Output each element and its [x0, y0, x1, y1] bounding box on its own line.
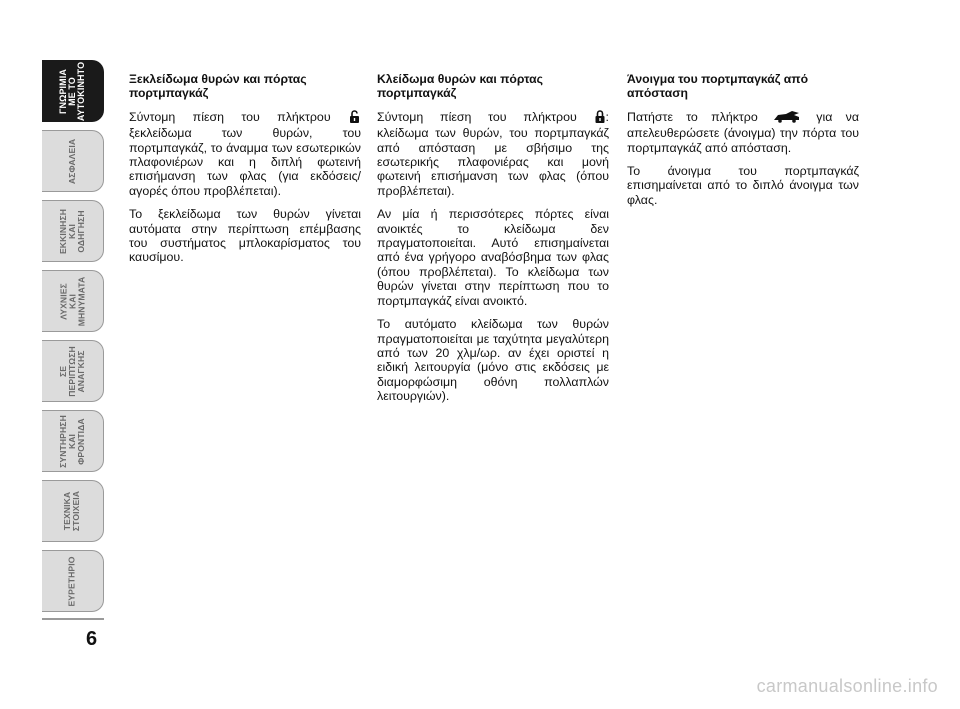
paragraph: Το ξεκλείδωμα των θυρών γίνεται αυτόματα στην περίπτωση επέμβασης του συστήματος μπλοκαρίσματος του καυσίμου. [129, 207, 361, 265]
tab-label: ΕΚΚΙΝΗΣΗ ΚΑΙ ΟΔΗΓΗΣΗ [57, 208, 86, 254]
column-unlocking [129, 72, 361, 274]
tab-starting-driving[interactable] [42, 200, 104, 262]
section-heading: Άνοιγμα του πορτμπαγκάζ από απόσταση [627, 72, 809, 101]
tab-label: ΓΝΩΡΙΜΙΑ ΜΕ ΤΟ ΑΥΤΟΚΙΝΗΤΟ [57, 61, 86, 121]
paragraph-text: Πατήστε το πλήκτρο [627, 109, 758, 124]
tab-warning-lights[interactable] [42, 270, 104, 332]
sidebar-divider [42, 618, 104, 620]
paragraph-text: ξεκλείδωμα των θυρών, του πορτμπαγκάζ, το άναμμα των εσωτερικών πλαφονιέρων και η διπλή φωτεινή επισήμανση των φλας (για εκδόσεις/αγορές όπου προβλέπεται). [129, 126, 361, 198]
page-number: 6 [86, 628, 98, 650]
paragraph: Το άνοιγμα του πορτμπαγκάζ επισημαίνεται από το διπλό άνοιγμα των φλας. [627, 164, 859, 207]
tab-index[interactable] [42, 550, 104, 612]
tab-emergency[interactable] [42, 340, 104, 402]
tab-label: ΣΥΝΤΗΡΗΣΗ ΚΑΙ ΦΡΟΝΤΙΔΑ [57, 414, 86, 468]
unlock-icon [349, 110, 360, 126]
tab-label: ΣΕ ΠΕΡΙΠΤΩΣΗ ΑΝΑΓΚΗΣ [57, 345, 86, 397]
paragraph-text: : κλείδωμα των θυρών, του πορτμπαγκάζ από απόσταση με σβήσιμο της εσωτερικής πλαφονιέρας και μονή φωτεινή επισήμανση των φλας (όπου προβλέπεται). [377, 109, 609, 198]
lock-icon [595, 110, 605, 126]
column-locking [377, 72, 609, 413]
tab-label: ΛΥΧΝΙΕΣ ΚΑΙ ΜΗΝΥΜΑΤΑ [57, 276, 86, 326]
section-heading: Ξεκλείδωμα θυρών και πόρτας πορτμπαγκάζ [129, 72, 307, 101]
tab-technical-data[interactable] [42, 480, 104, 542]
tab-label: ΤΕΧΝΙΚΑ ΣΤΟΙΧΕΙΑ [62, 490, 82, 532]
tab-getting-to-know-car[interactable] [42, 60, 104, 122]
column-trunk-opening [627, 72, 859, 216]
tab-safety[interactable] [42, 130, 104, 192]
paragraph-text: Σύντομη πίεση του πλήκτρου [377, 109, 577, 124]
section-heading: Κλείδωμα θυρών και πόρτας πορτμπαγκάζ [377, 72, 544, 101]
paragraph: Το αυτόματο κλείδωμα των θυρών πραγματοποιείται με ταχύτητα μεγαλύτερη από των 20 χλμ/ωρ. αν έχει οριστεί η ειδική λειτουργία (μόνο στις εκδόσεις με διαμορφώσιμη οθόνη πολλαπλών λειτουργιών). [377, 317, 609, 404]
paragraph [627, 110, 859, 155]
paragraph [377, 110, 609, 198]
tab-label: ΕΥΡΕΤΗΡΙΟ [67, 555, 77, 607]
watermark: carmanualsonline.info [756, 676, 938, 696]
tab-label: ΑΣΦΑΛΕΙΑ [67, 138, 77, 184]
paragraph-text: Σύντομη πίεση του πλήκτρου [129, 109, 331, 124]
paragraph-text: για να απελευθερώσετε (άνοιγμα) την πόρτα του πορτμπαγκάζ από απόσταση. [627, 109, 860, 155]
section-tabs [42, 60, 104, 622]
trunk-open-icon [772, 110, 802, 126]
tab-maintenance[interactable] [42, 410, 104, 472]
paragraph: Αν μία ή περισσότερες πόρτες είναι ανοικτές το κλείδωμα δεν πραγματοποιείται. Αυτό επισημαίνεται από ένα γρήγορο αναβόσβημα των φλας (όπου προβλέπεται). Το κλείδωμα των θυρών γίνεται στην περίπτωση που το πορτμπαγκάζ είναι ανοικτό. [377, 207, 609, 308]
paragraph [129, 110, 361, 198]
